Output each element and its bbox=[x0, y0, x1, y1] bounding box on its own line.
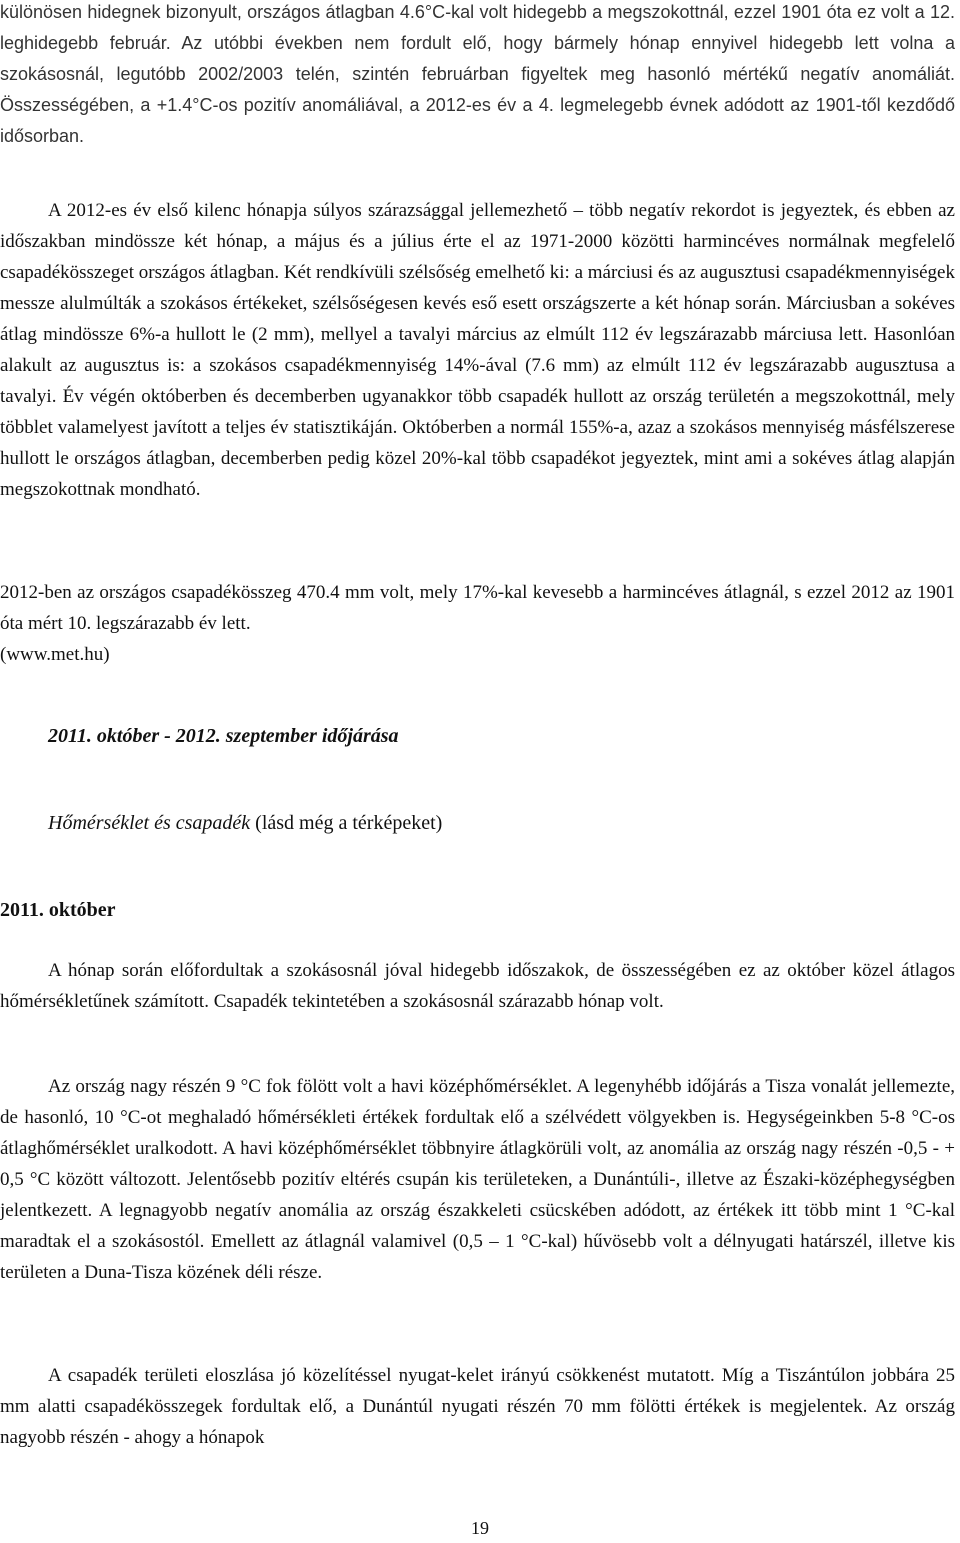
subsection-title bbox=[48, 812, 442, 835]
source-link: (www.met.hu) bbox=[0, 644, 110, 665]
subsection-title-italic: Hőmérséklet és csapadék bbox=[48, 812, 251, 834]
october-summary-paragraph: A hónap során előfordultak a szokásosnál jóval hidegebb időszakok, de összességében ez az október közel átlagos hőmérsékletűnek számított. Csapadék tekintetében a szokásosnál szárazabb hónap volt. bbox=[0, 960, 955, 1012]
month-heading: 2011. október bbox=[0, 899, 116, 921]
subsection-title-rest: (lásd még a térképeket) bbox=[250, 812, 443, 834]
section-title: 2011. október - 2012. szeptember időjárása bbox=[48, 725, 399, 747]
page-number: 19 bbox=[471, 1518, 489, 1538]
drought-paragraph: A 2012-es év első kilenc hónapja súlyos szárazsággal jellemezhető – több negatív rekordot is jegyeztek, és ebben az időszakban mindössze két hónap, a május és a július érte el az 1971-2000 közötti harmincéves normálnak megfelelő csapadékösszeget országos átlagban. Két rendkívüli szélsőség emelhető ki: a márciusi és az augusztusi csapadékmennyiségek messze alulmúlták a szokásos értékeket, szélsőségesen kevés eső esett országszerte a két hónap során. Márciusban a sokéves átlag mindössze 6%-a hullott le (2 mm), mellyel a tavalyi március az elmúlt 112 év legszárazabb márciusa lett. Hasonlóan alakult az augusztus is: a szokásos csapadékmennyiség 14%-ával (7.6 mm) az elmúlt 112 év legszárazabb augusztusa a tavalyi. Év végén októberben és decemberben ugyanakkor több csapadék hullott az ország területén a megszokottnál, mely többlet valamelyest javított a teljes év statisztikáján. Októberben a normál 155%-a, azaz a szokásos mennyiség másfélszerese hullott le országos átlagban, decemberben pedig közel 20%-kal több csapadékot jegyeztek, mint ami a sokéves átlag alapján megszokottnak mondható. bbox=[0, 200, 955, 500]
october-temperature-paragraph: Az ország nagy részén 9 °C fok fölött volt a havi középhőmérséklet. A legenyhébb időjárás a Tisza vonalát jellemezte, de hasonló, 10 °C-ot meghaladó hőmérsékleti értékek fordultak elő a szélvédett völgyekben is. Hegységeinkben 5-8 °C-os átlaghőmérséklet uralkodott. A havi középhőmérséklet többnyire átlagkörüli volt, az anomália az ország nagy részén -0,5 - + 0,5 °C között változott. Jelentősebb pozitív eltérés csupán kis területeken, a Dunántúli-, illetve az Északi-középhegységben jelentkezett. A legnagyobb negatív anomália az ország északkeleti csücskében adódott, az értékek itt több mint 1 °C-kal maradtak el a szokásostól. Emellett az átlagnál valamivel (0,5 – 1 °C-kal) hűvösebb volt a délnyugati határszél, illetve kis területen a Duna-Tisza közének déli része. bbox=[0, 1076, 955, 1283]
october-precipitation-paragraph: A csapadék területi eloszlása jó közelítéssel nyugat-kelet irányú csökkenést mutatott. Míg a Tiszántúlon jobbára 25 mm alatti csapadékösszegek fordultak elő, a Dunántúl nyugati részén 70 mm fölötti értékek is megjelentek. Az ország nagyobb részén - ahogy a hónapok bbox=[0, 1365, 955, 1448]
annual-total-paragraph: 2012-ben az országos csapadékösszeg 470.4 mm volt, mely 17%-kal kevesebb a harmincéves átlagnál, s ezzel 2012 az 1901 óta mért 10. legszárazabb év lett. bbox=[0, 582, 955, 634]
intro-paragraph: különösen hidegnek bizonyult, országos átlagban 4.6°C-kal volt hidegebb a megszokottnál, ezzel 1901 óta ez volt a 12. leghidegebb február. Az utóbbi években nem fordult elő, hogy bármely hónap ennyivel hidegebb lett volna a szokásosnál, legutóbb 2002/2003 telén, szintén februárban figyeltek meg hasonló mértékű negatív anomáliát. Összességében, a +1.4°C-os pozitív anomáliával, a 2012-es év a 4. legmelegebb évnek adódott az 1901-től kezdődő idősorban. bbox=[0, 2, 955, 146]
